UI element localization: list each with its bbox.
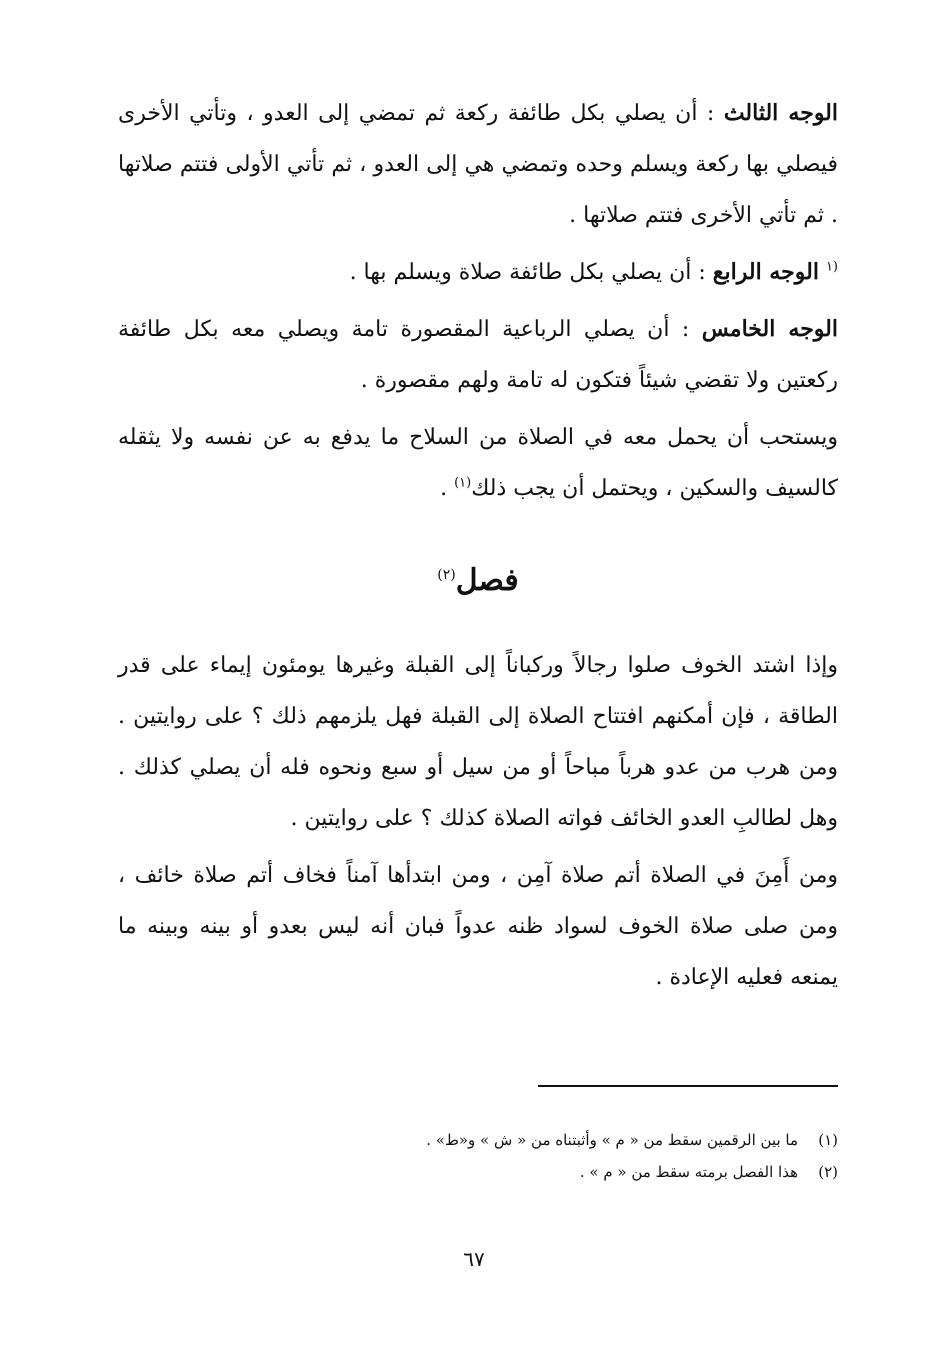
footnote-text: هذا الفصل برمته سقط من « م » . <box>579 1163 798 1181</box>
footnote-marker: (١ <box>825 259 838 275</box>
paragraph-text: : أن يصلي بكل طائفة ركعة ثم تمضي إلى العدو ، وتأتي الأخرى فيصلي بها ركعة ويسلم وحده وتمضي هي إلى العدو ، ثم تأتي الأولى فتتم صلاتها . ثم تأتي الأخرى فتتم صلاتها . <box>118 101 838 228</box>
footnote <box>118 1156 838 1188</box>
paragraph-text: ويستحب أن يحمل معه في الصلاة من السلاح ما يدفع به عن نفسه ولا يثقله كالسيف والسكين ، ويحتمل أن يجب ذلك <box>118 425 838 501</box>
paragraph-lead: الوجه الخامس <box>701 316 838 342</box>
section-heading <box>118 558 838 604</box>
paragraph-weapons <box>118 412 838 514</box>
paragraph-text: : أن يصلي الرباعية المقصورة تامة ويصلي معه بكل طائفة ركعتين ولا تقضي شيئاً فتكون له تامة ولهم مقصورة . <box>118 317 838 393</box>
footnotes <box>118 1124 838 1188</box>
footnote-ref: (٢) <box>437 567 456 583</box>
footnote-divider <box>538 1085 838 1087</box>
paragraph-lead: الوجه الرابع <box>712 259 819 285</box>
page-number: ٦٧ <box>463 1247 485 1271</box>
paragraph-text-end: . <box>440 476 455 501</box>
section-title: فصل <box>455 563 519 598</box>
paragraph-text: : أن يصلي بكل طائفة صلاة ويسلم بها . <box>349 260 713 285</box>
paragraph-intense-fear: وإذا اشتد الخوف صلوا رجالاً وركباناً إلى القبلة وغيرها يومئون إيماء على قدر الطاقة ، فإن أمكنهم افتتاح الصلاة إلى القبلة فهل يلزمهم ذلك ؟ على روايتين . ومن هرب من عدو هرباً مباحاً أو من سيل أو سبع ونحوه فله أن يصلي كذلك . وهل لطالبِ العدو الخائف فواته الصلاة كذلك ؟ على روايتين . <box>118 653 838 831</box>
footnote-text: ما بين الرقمين سقط من « م » وأثبتناه من « ش » و«ط» . <box>426 1131 798 1149</box>
paragraph-fourth-form <box>118 247 838 298</box>
footnote <box>118 1124 838 1156</box>
main-text <box>118 88 838 1009</box>
paragraph-third-form <box>118 88 838 241</box>
paragraph-fifth-form <box>118 304 838 406</box>
footnote-ref: (١) <box>454 475 472 491</box>
footnote-number: (٢) <box>818 1163 838 1181</box>
paragraph-lead: الوجه الثالث <box>723 100 838 126</box>
paragraph-security: ومن أَمِنَ في الصلاة أتم صلاة آمِن ، ومن ابتدأها آمناً فخاف أتم صلاة خائف ، ومن صلى صلاة الخوف لسواد ظنه عدواً فبان أنه ليس بعدو أو بينه وبينه ما يمنعه فعليه الإعادة . <box>118 863 838 990</box>
footnote-number: (١) <box>818 1131 838 1149</box>
